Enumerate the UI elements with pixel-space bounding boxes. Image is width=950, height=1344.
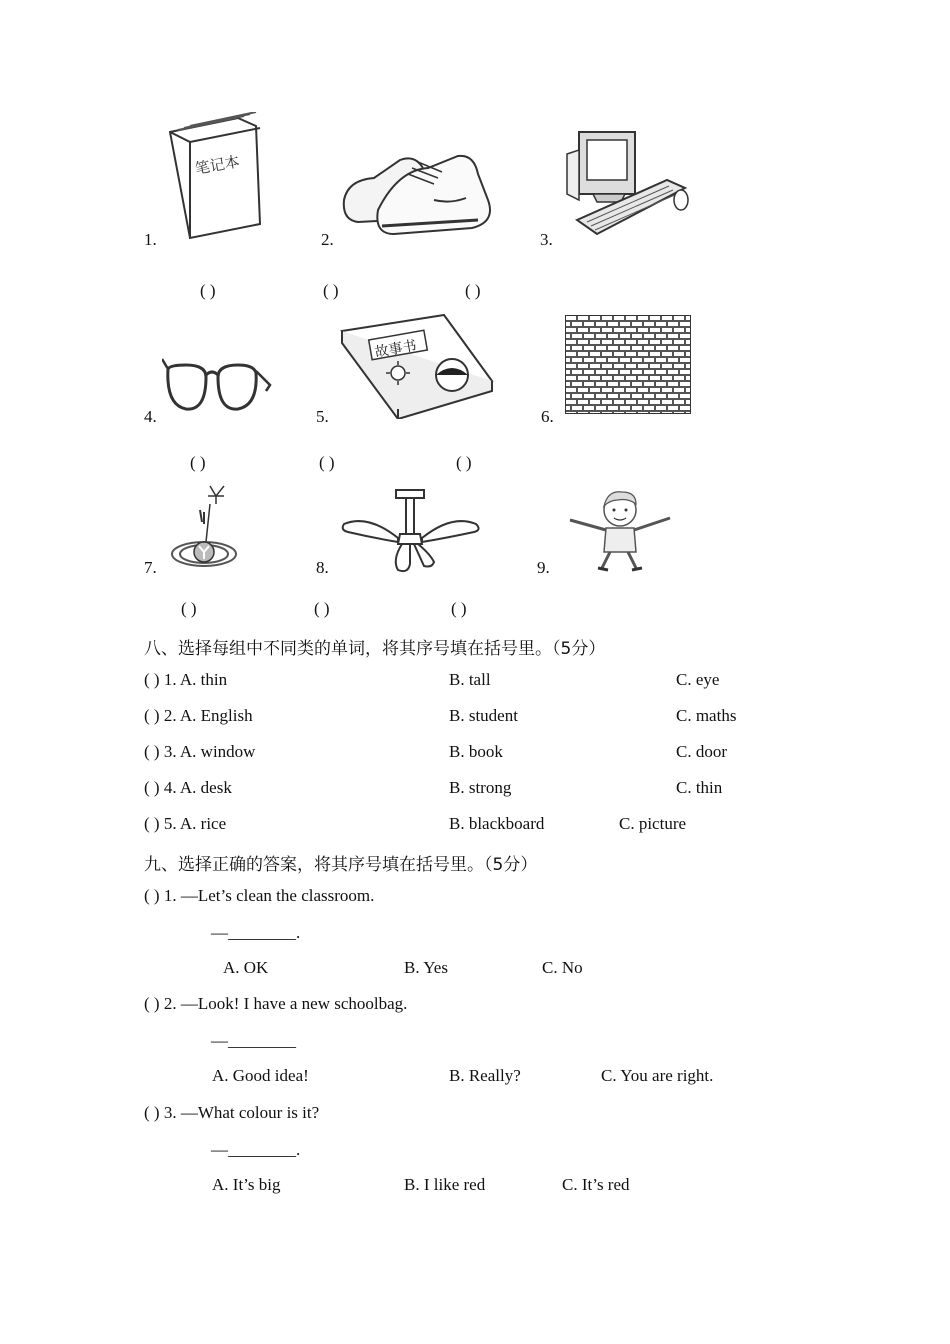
s9-q3-option-b: B. I like red — [404, 1175, 486, 1194]
picture-number-2: 2. — [321, 230, 334, 249]
picture-number-4: 4. — [144, 407, 157, 426]
picture-number-8: 8. — [316, 558, 329, 577]
s8-q1-option-b: B. tall — [449, 670, 491, 689]
s8-q5-option-b: B. blackboard — [449, 814, 545, 833]
s9-q1-option-a: A. OK — [223, 958, 269, 977]
s9-q2-option-b: B. Really? — [449, 1066, 521, 1085]
picture-number-5: 5. — [316, 407, 329, 426]
section9-title: 九、选择正确的答案，将其序号填在括号里。（5分） — [144, 855, 538, 875]
s9-q3-prompt: ( ) 3. —What colour is it? — [144, 1103, 320, 1122]
s9-q2-prompt: ( ) 2. —Look! I have a new schoolbag. — [144, 994, 408, 1013]
child-picture — [558, 482, 680, 574]
s8-q2-option-c: C. maths — [676, 706, 737, 725]
s8-q5-option-a: ( ) 5. A. rice — [144, 814, 227, 833]
storybook-caption: 故事书 — [373, 337, 418, 361]
s8-q3-option-a: ( ) 3. A. window — [144, 742, 256, 761]
answer-blank-5[interactable]: ( ) — [319, 453, 335, 472]
light-switch-picture — [164, 482, 272, 574]
notebook-caption: 笔记本 — [193, 152, 242, 178]
sneakers-picture — [338, 140, 496, 242]
s8-q2-option-a: ( ) 2. A. English — [144, 706, 253, 725]
answer-blank-9[interactable]: ( ) — [451, 599, 467, 618]
picture-number-7: 7. — [144, 558, 157, 577]
s8-q5-option-c: C. picture — [619, 814, 687, 833]
s9-q2-reply-blank[interactable]: —________ — [211, 1031, 296, 1050]
answer-blank-8[interactable]: ( ) — [314, 599, 330, 618]
s9-q1-option-b: B. Yes — [404, 958, 448, 977]
answer-blank-4[interactable]: ( ) — [190, 453, 206, 472]
answer-blank-1[interactable]: ( ) — [200, 281, 216, 300]
s9-q3-option-c: C. It’s red — [562, 1175, 630, 1194]
s9-q2-option-a: A. Good idea! — [212, 1066, 309, 1085]
picture-number-6: 6. — [541, 407, 554, 426]
s9-q3-reply-blank[interactable]: —________. — [211, 1140, 301, 1159]
brick-wall-picture — [565, 315, 691, 414]
storybook-picture — [336, 311, 498, 419]
notebook-picture — [160, 112, 270, 242]
answer-blank-2[interactable]: ( ) — [323, 281, 339, 300]
s8-q4-option-a: ( ) 4. A. desk — [144, 778, 232, 797]
s8-q1-option-c: C. eye — [676, 670, 720, 689]
picture-number-9: 9. — [537, 558, 550, 577]
s9-q1-reply-blank[interactable]: —________. — [211, 923, 301, 942]
s8-q1-option-a: ( ) 1. A. thin — [144, 670, 228, 689]
answer-blank-3[interactable]: ( ) — [465, 281, 481, 300]
answer-blank-7[interactable]: ( ) — [181, 599, 197, 618]
s9-q1-prompt: ( ) 1. —Let’s clean the classroom. — [144, 886, 375, 905]
section8-title: 八、选择每组中不同类的单词，将其序号填在括号里。（5分） — [144, 639, 606, 659]
s8-q2-option-b: B. student — [449, 706, 518, 725]
s8-q4-option-c: C. thin — [676, 778, 723, 797]
s8-q3-option-b: B. book — [449, 742, 503, 761]
glasses-picture — [162, 345, 272, 421]
s9-q2-option-c: C. You are right. — [601, 1066, 714, 1085]
s8-q3-option-c: C. door — [676, 742, 727, 761]
computer-picture — [563, 124, 693, 244]
s8-q4-option-b: B. strong — [449, 778, 512, 797]
ceiling-fan-picture — [338, 484, 488, 574]
picture-number-1: 1. — [144, 230, 157, 249]
answer-blank-6[interactable]: ( ) — [456, 453, 472, 472]
picture-number-3: 3. — [540, 230, 553, 249]
s9-q1-option-c: C. No — [542, 958, 583, 977]
s9-q3-option-a: A. It’s big — [212, 1175, 281, 1194]
